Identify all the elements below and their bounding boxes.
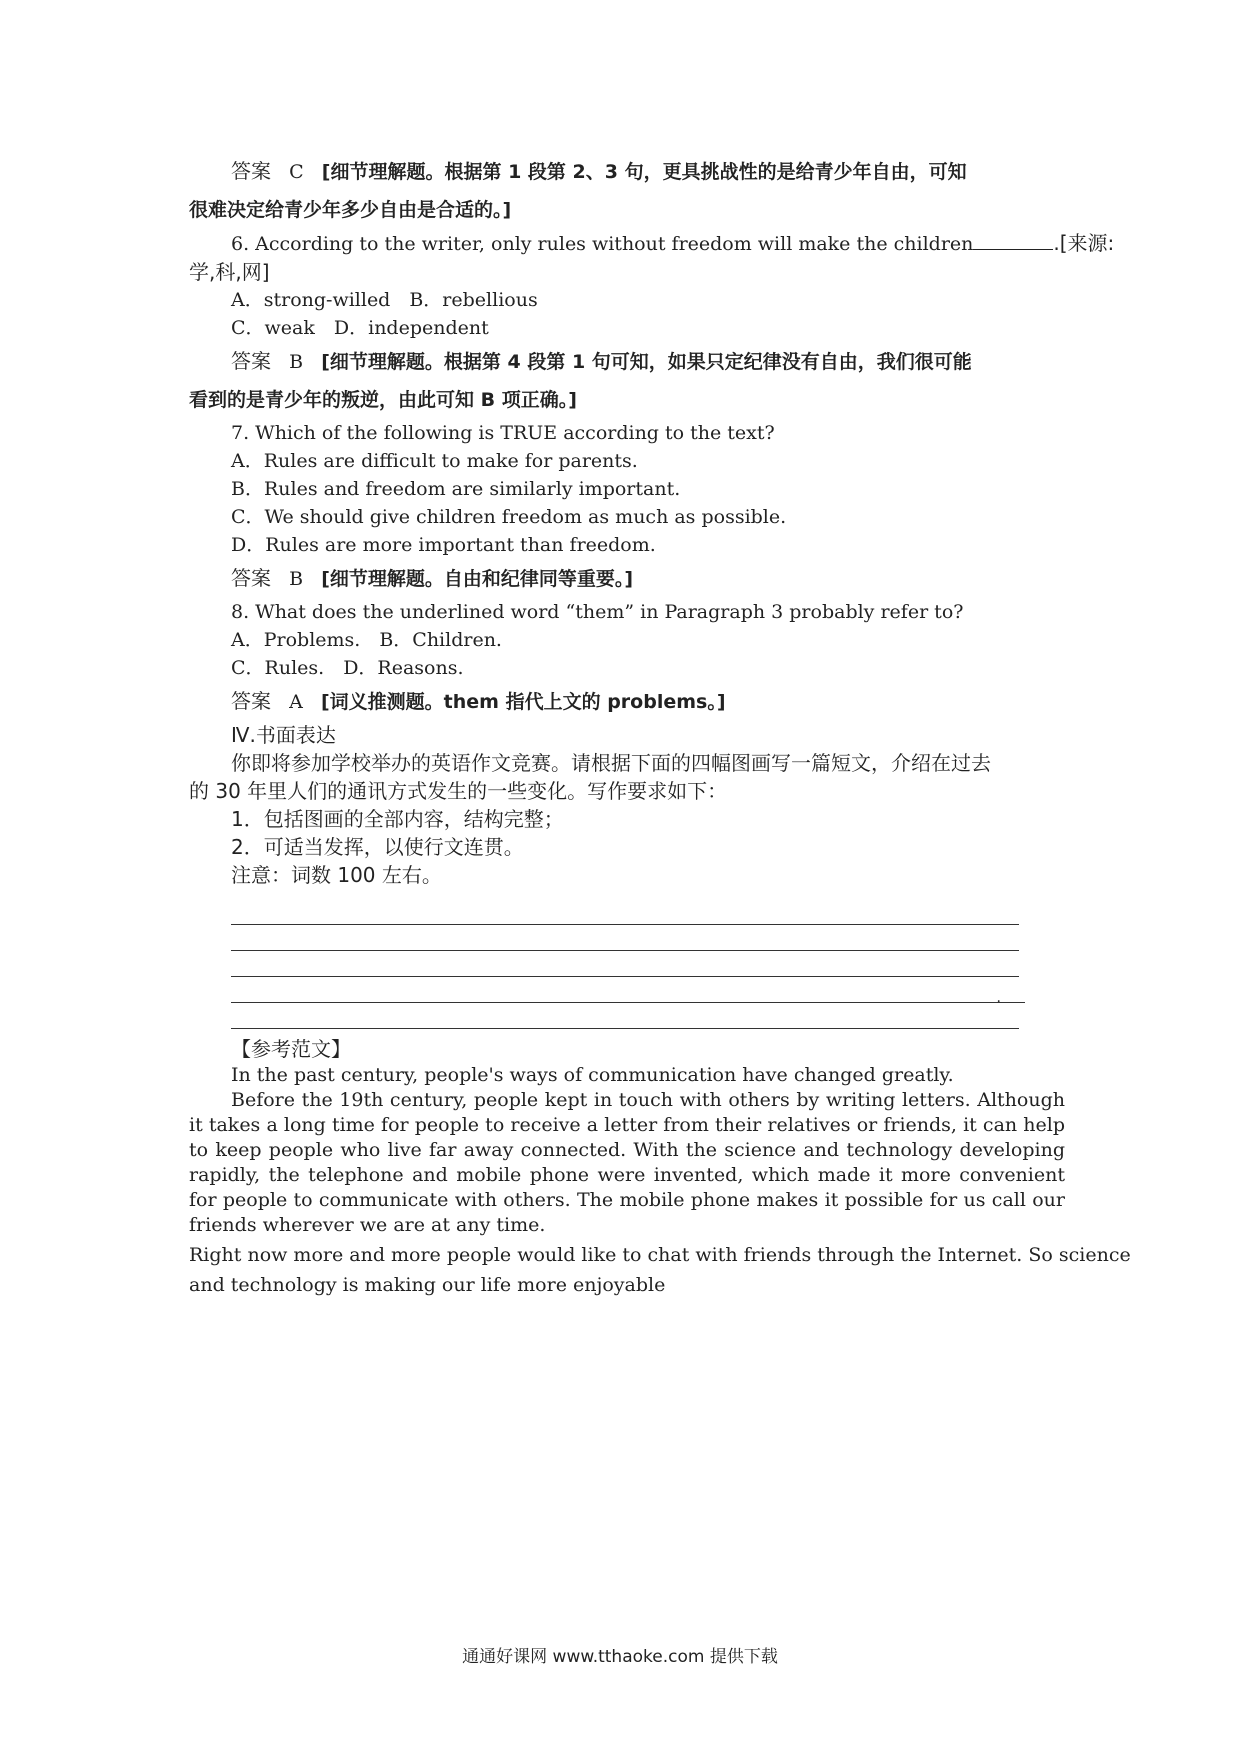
q6-answer-line2: 看到的是青少年的叛逆，由此可知 B 项正确。] bbox=[189, 389, 577, 411]
q8-options-line2: C．Rules. D．Reasons. bbox=[231, 657, 464, 679]
q8-options-line1: A．Problems. B．Children. bbox=[231, 629, 502, 651]
writing-requirement-2: 2．可适当发挥，以使行文连贯。 bbox=[231, 835, 524, 859]
q5-answer-line1: 答案 C [细节理解题。根据第 1 段第 2、3 句，更具挑战性的是给青少年自由，可知 bbox=[231, 159, 967, 183]
writing-requirement-1: 1．包括图画的全部内容，结构完整； bbox=[231, 807, 564, 831]
writing-line bbox=[231, 977, 1019, 1006]
writing-line bbox=[231, 1003, 1019, 1029]
q5-answer-line2: 很难决定给青少年多少自由是合适的。] bbox=[189, 199, 512, 221]
q6-stem-continued: 学,科,网] bbox=[189, 260, 270, 284]
q6-stem: 6. According to the writer, only rules without freedom will make the children .[来源: bbox=[231, 231, 1115, 255]
q7-answer: 答案 B [细节理解题。自由和纪律同等重要。] bbox=[231, 566, 634, 590]
writing-note: 注意：词数 100 左右。 bbox=[231, 863, 442, 887]
q7-option: C．We should give children freedom as much as possible. bbox=[231, 506, 787, 528]
q6-answer-line1: 答案 B [细节理解题。根据第 4 段第 1 句可知，如果只定纪律没有自由，我们很可能 bbox=[231, 349, 972, 373]
line-mark: . bbox=[996, 990, 1001, 1006]
q8-answer: 答案 A [词义推测题。them 指代上文的 problems。] bbox=[231, 689, 726, 713]
page-footer: 通通好课网 www.tthaoke.com 提供下载 bbox=[462, 1647, 778, 1667]
q7-option: D．Rules are more important than freedom. bbox=[231, 534, 656, 556]
writing-prompt-line1: 你即将参加学校举办的英语作文竞赛。请根据下面的四幅图画写一篇短文，介绍在过去 bbox=[231, 751, 991, 775]
writing-heading: Ⅳ.书面表达 bbox=[231, 723, 336, 747]
q7-option: B．Rules and freedom are similarly important. bbox=[231, 478, 681, 500]
writing-line bbox=[231, 925, 1019, 951]
q6-options-line1: A．strong-willed B．rebellious bbox=[231, 289, 538, 311]
q7-option: A．Rules are difficult to make for parents. bbox=[231, 450, 638, 472]
document-body bbox=[189, 152, 1131, 1300]
q8-stem: 8. What does the underlined word “them” in Paragraph 3 probably refer to? bbox=[231, 601, 964, 623]
essay-paragraph-2: Before the 19th century, people kept in touch with others by writing letters. Although it takes a long time for people to receive a letter from their relatives or friends, it can help to keep people who live far away connected. With the science and technology developing rapidly, the telephone and mobile phone were invented, which made it more convenient for people to communicate with others. The mobile phone makes it possible for us call our friends wherever we are at any time. bbox=[189, 1089, 1065, 1236]
sample-essay bbox=[189, 1063, 1131, 1300]
writing-answer-lines bbox=[231, 899, 1019, 1029]
answer-blank bbox=[973, 233, 1053, 250]
essay-paragraph-1: In the past century, people's ways of communication have changed greatly. bbox=[231, 1064, 954, 1086]
sample-heading: 【参考范文】 bbox=[231, 1037, 351, 1061]
essay-paragraph-3-line2: and technology is making our life more enjoyable bbox=[189, 1274, 666, 1296]
writing-line bbox=[231, 899, 1019, 925]
q6-options-line2: C．weak D．independent bbox=[231, 317, 489, 339]
writing-prompt-line2: 的 30 年里人们的通讯方式发生的一些变化。写作要求如下： bbox=[189, 779, 728, 803]
essay-paragraph-3-line1: Right now more and more people would like to chat with friends through the Internet. So science bbox=[189, 1244, 1131, 1266]
q7-stem: 7. Which of the following is TRUE according to the text? bbox=[231, 422, 775, 444]
writing-line bbox=[231, 951, 1019, 977]
